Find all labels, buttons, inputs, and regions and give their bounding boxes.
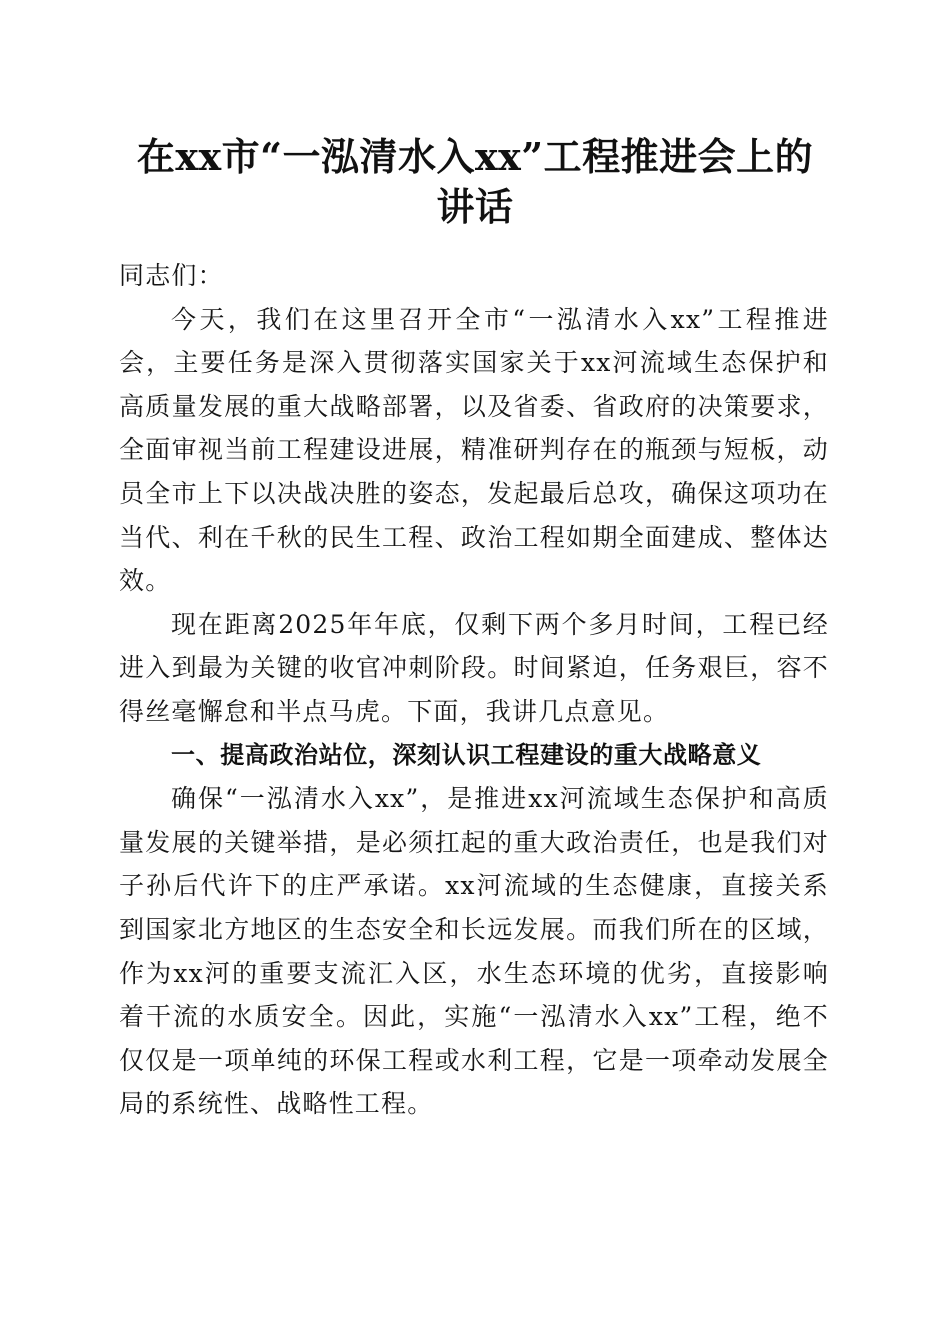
paragraph-opening: 今天，我们在这里召开全市“一泓清水入xx”工程推进会，主要任务是深入贯彻落实国家关于xx河流域生态保护和高质量发展的重大战略部署，以及省委、省政府的决策要求，全面审视当前工程建设进展，精准研判存在的瓶颈与短板，动员全市上下以决战决胜的姿态，发起最后总攻，确保这项功在当代、利在千秋的民生工程、政治工程如期全面建成、整体达效。	[119, 304, 829, 596]
document-title: 在xx市“一泓清水入xx”工程推进会上的讲话	[136, 134, 814, 229]
paragraph-timeline: 现在距离2025年年底，仅剩下两个多月时间，工程已经进入到最为关键的收官冲刺阶段。时间紧迫，任务艰巨，容不得丝毫懈怠和半点马虎。下面，我讲几点意见。	[119, 609, 829, 726]
paragraph-strategic-significance: 确保“一泓清水入xx”，是推进xx河流域生态保护和高质量发展的关键举措，是必须扛起的重大政治责任，也是我们对子孙后代许下的庄严承诺。xx河流域的生态健康，直接关系到国家北方地区的生态安全和长远发展。而我们所在的区域，作为xx河的重要支流汇入区，水生态环境的优劣，直接影响着干流的水质安全。因此，实施“一泓清水入xx”工程，绝不仅仅是一项单纯的环保工程或水利工程，它是一项牵动发展全局的系统性、战略性工程。	[119, 784, 829, 1119]
document-body	[119, 254, 829, 1126]
section-heading-1: 一、提高政治站位，深刻认识工程建设的重大战略意义	[171, 740, 762, 769]
salutation: 同志们：	[119, 261, 224, 290]
